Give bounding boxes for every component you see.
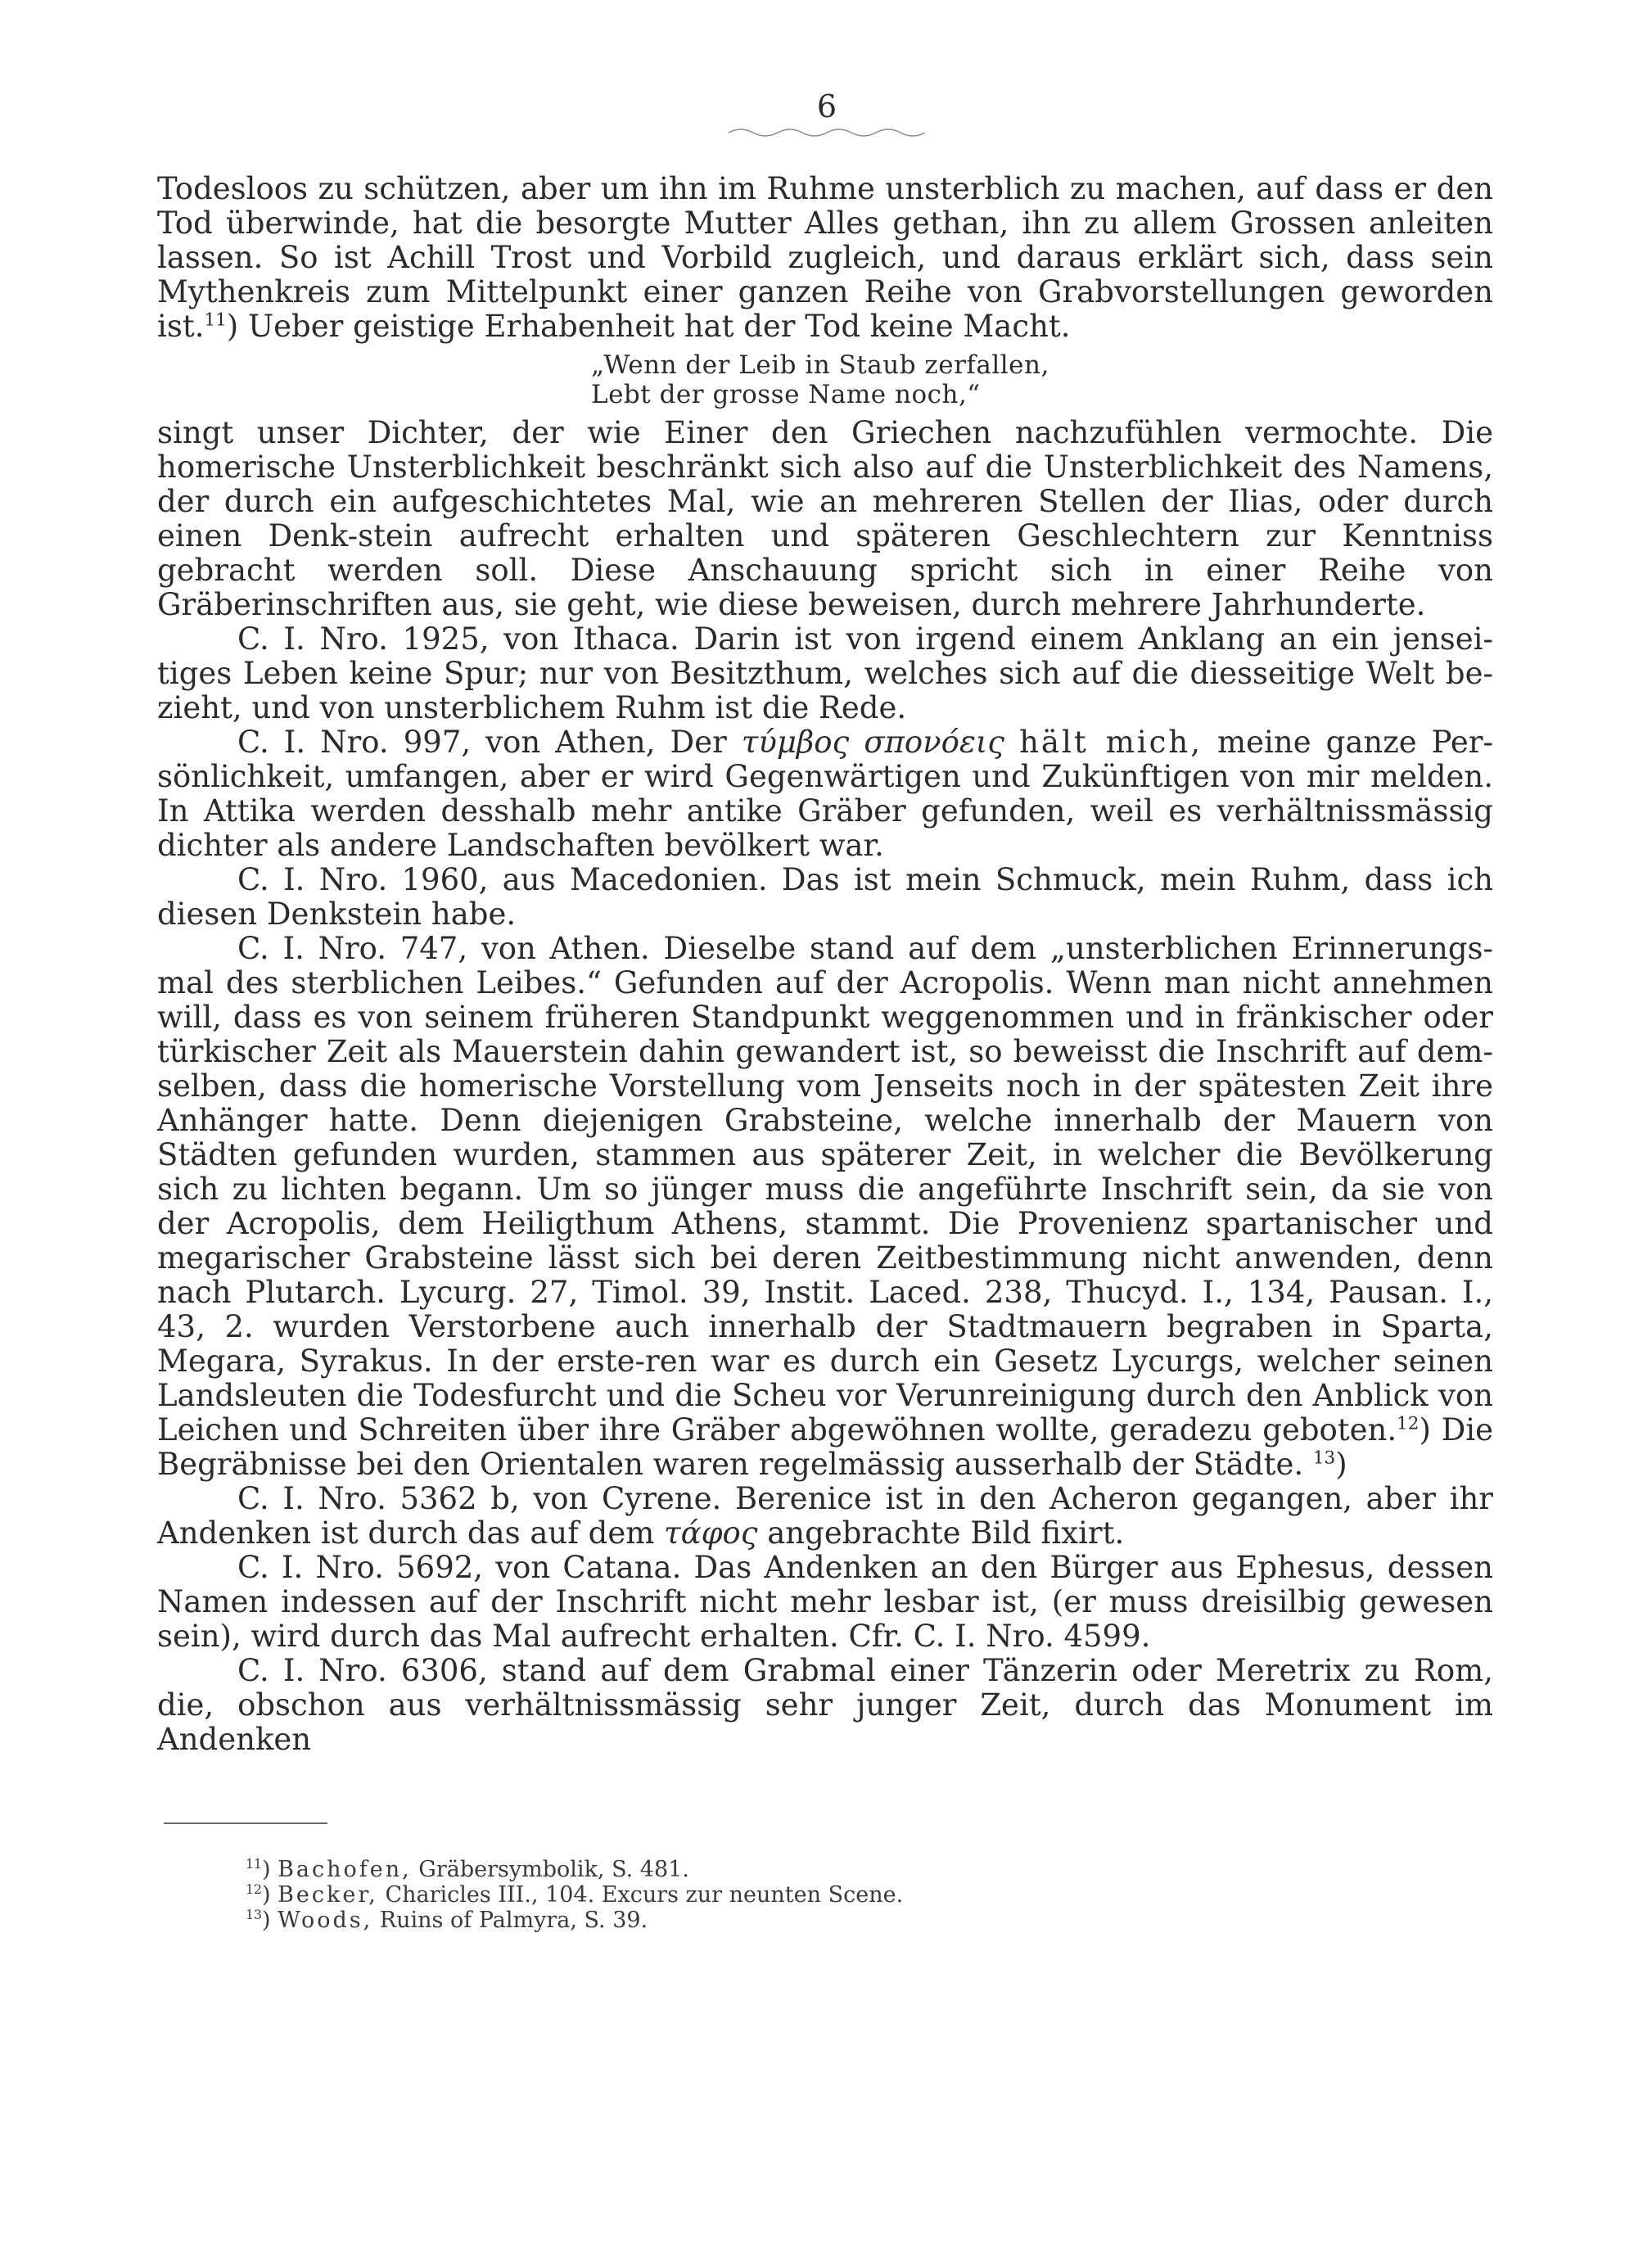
p6-middle: ) Die Begräbnisse bei den Orientalen waren regelmässig ausserhalb der Städte. (157, 1412, 1494, 1482)
footnote-12: $^{12}$) Becker, Charicles III., 104. Excurs zur neunten Scene. (246, 1881, 904, 1908)
footnotes (246, 1857, 1146, 1933)
paragraph-inscription-5362 (157, 1482, 1493, 1551)
p4-spaced: hält mich, (1019, 725, 1203, 760)
paragraph-1-text: Todesloos zu schützen, aber um ihn im Ruhme unsterblich zu machen, auf dass er den Tod überwinde, hat die besorgte Mutter Alles gethan, ihn zu allem Grossen anleiten lassen. So ist Achill Trost und Vorbild zugleich, und daraus erklärt sich, dass sein Mythenkreis zum Mittelpunkt einer ganzen Reihe von Grabvorstellungen geworden ist. (157, 171, 1493, 344)
footnote-text: Gräbersymbolik, S. 481. (411, 1857, 689, 1882)
paragraph-inscription-1960: C. I. Nro. 1960, aus Macedonien. Das ist mein Schmuck, mein Ruhm, dass ich diesen Denkstein habe. (157, 862, 1493, 932)
footnote-text: Ruins of Palmyra, S. 39. (372, 1908, 648, 1933)
footnote-number: 12 (246, 1881, 262, 1897)
page-number: 6 (816, 88, 837, 124)
footnote-ref-13: 13 (1312, 1447, 1336, 1469)
footnote-ref-12: 12 (1397, 1413, 1420, 1434)
footnote-author: Becker, (278, 1882, 378, 1908)
verse-line-1: „Wenn der Leib in Staub zerfallen, (591, 350, 1049, 380)
p6-end: ) (1335, 1447, 1347, 1482)
footnote-author: Bachofen, (278, 1857, 412, 1882)
paragraph-1 (157, 172, 1493, 344)
verse-line-2: Lebt der grosse Name noch,“ (591, 380, 981, 409)
p7-after: angebrachte Bild fixirt. (767, 1515, 1125, 1551)
footnote-text: Charicles III., 104. Excurs zur neunten Scene. (377, 1882, 904, 1908)
paragraph-inscription-997 (157, 725, 1493, 863)
paragraph-2: singt unser Dichter, der wie Einer den Griechen nachzufühlen vermochte. Die homerische Unsterblichkeit beschränkt sich also auf die Unsterblichkeit des Namens, der durch ein aufgeschichtetes Mal, wie an mehreren Stellen der Ilias, oder durch einen Denk-stein aufrecht erhalten und späteren Geschlechtern zur Kenntniss gebracht werden soll. Diese Anschauung spricht sich in einer Reihe von Gräberinschriften aus, sie geht, wie diese beweisen, durch mehrere Jahrhunderte. (157, 415, 1493, 622)
footnote-author: Woods, (278, 1908, 373, 1933)
paragraph-1-continuation: ) Ueber geistige Erhabenheit hat der Tod keine Macht. (226, 309, 1071, 344)
paragraph-inscription-747 (157, 932, 1493, 1482)
p4-after: meine ganze Per-sönlichkeit, umfangen, aber er wird Gegenwärtigen und Zukünftigen von mir melden. In Attika werden desshalb mehr antike Gräber gefunden, weil es verhältnissmässig dichter als andere Landschaften bevölkert war. (157, 725, 1493, 863)
p7-before: C. I. Nro. 5362 b, von Cyrene. Berenice ist in den Acheron gegangen, aber ihr Andenken ist durch das auf dem (157, 1481, 1493, 1551)
footnote-divider (164, 1822, 327, 1824)
paragraph-inscription-1925: C. I. Nro. 1925, von Ithaca. Darin ist von irgend einem Anklang an ein jensei-tiges Leben keine Spur; nur von Besitzthum, welches sich auf die diesseitige Welt be-zieht, und von unsterblichem Ruhm ist die Rede. (157, 621, 1493, 725)
footnote-ref-11: 11 (204, 309, 227, 331)
greek-phrase-tymbos: τύμβος σπονόεις (741, 725, 1005, 760)
paragraph-inscription-6306: C. I. Nro. 6306, stand auf dem Grabmal einer Tänzerin oder Meretrix zu Rom, die, obschon aus verhältnissmässig sehr junger Zeit, durch das Monument im Andenken (157, 1653, 1493, 1757)
p6-before: C. I. Nro. 747, von Athen. Dieselbe stand auf dem „unsterblichen Erinnerungs-mal des sterblichen Leibes.“ Gefunden auf der Acropolis. Wenn man nicht annehmen will, dass es von seinem früheren Standpunkt weggenommen und in fränkischer oder türkischer Zeit als Mauerstein dahin gewandert ist, so beweisst die Inschrift auf dem-selben, dass die homerische Vorstellung vom Jenseits noch in der spätesten Zeit ihre Anhänger hatte. Denn diejenigen Grabsteine, welche innerhalb der Mauern von Städten gefunden wurden, stammen aus späterer Zeit, in welcher die Bevölkerung sich zu lichten begann. Um so jünger muss die angeführte Inschrift sein, da sie von der Acropolis, dem Heiligthum Athens, stammt. Die Provenienz spartanischer und megarischer Grabsteine lässt sich bei deren Zeitbestimmung nicht anwenden, denn nach Plutarch. Lycurg. 27, Timol. 39, Instit. Laced. 238, Thucyd. I., 134, Pausan. I., 43, 2. wurden Verstorbene auch innerhalb der Stadtmauern begraben in Sparta, Megara, Syrakus. In der erste-ren war es durch ein Gesetz Lycurgs, welcher seinen Landsleuten die Todesfurcht und die Scheu vor Verunreinigung durch den Anblick von Leichen und Schreiten über ihre Gräber abgewöhnen wollte, geradezu geboten. (157, 931, 1493, 1447)
page-number-ornament (729, 124, 925, 141)
footnote-13: $^{13}$) Woods, Ruins of Palmyra, S. 39. (246, 1907, 648, 1933)
p4-before: C. I. Nro. 997, von Athen, Der (237, 725, 727, 760)
body-text (157, 172, 1493, 1757)
paragraph-inscription-5692: C. I. Nro. 5692, von Catana. Das Andenken an den Bürger aus Ephesus, dessen Namen indessen auf der Inschrift nicht mehr lesbar ist, (er muss dreisilbig gewesen sein), wird durch das Mal aufrecht erhalten. Cfr. C. I. Nro. 4599. (157, 1550, 1493, 1654)
footnote-number: 13 (246, 1907, 262, 1922)
footnote-11: $^{11}$) Bachofen, Gräbersymbolik, S. 481. (246, 1856, 689, 1882)
greek-word-taphos: τάφος (664, 1515, 758, 1551)
verse-quote (591, 350, 1493, 409)
footnote-number: 11 (246, 1856, 262, 1872)
